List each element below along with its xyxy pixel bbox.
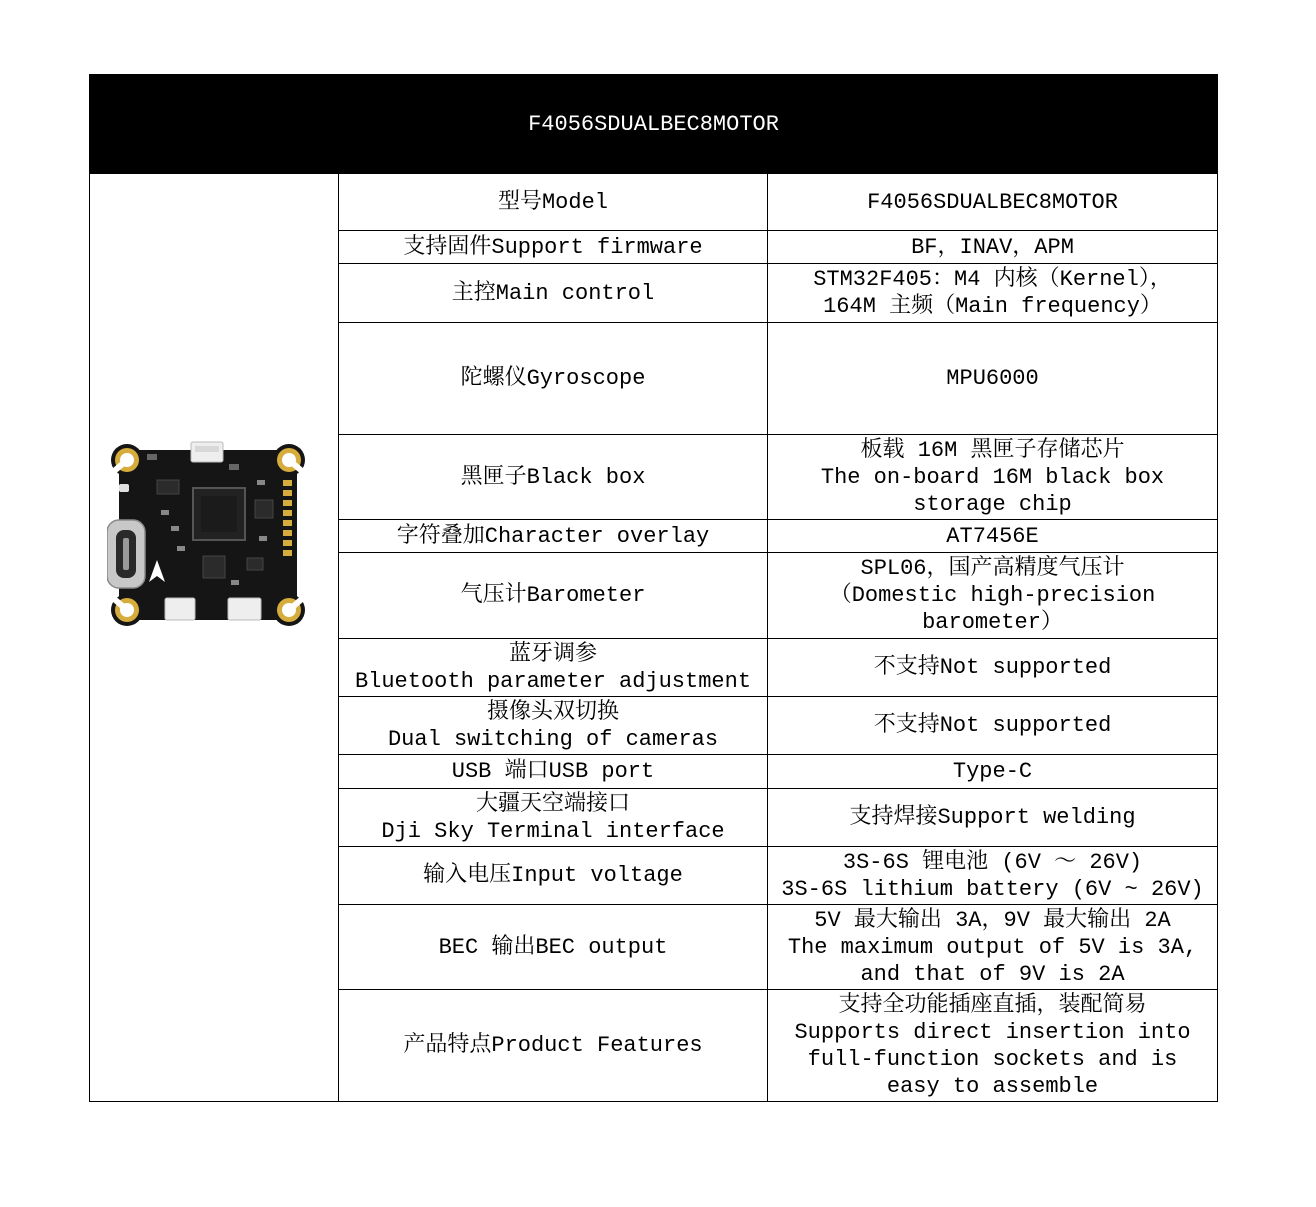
spec-value bbox=[768, 755, 1218, 789]
value-line: Type-C bbox=[952, 759, 1033, 784]
label-line: 产品特点Product Features bbox=[403, 1033, 703, 1058]
value-line: full-function sockets and is bbox=[807, 1046, 1178, 1072]
label-line: Bluetooth parameter adjustment bbox=[354, 668, 752, 694]
value-line: 3S-6S lithium battery (6V ~ 26V) bbox=[781, 876, 1204, 902]
spec-label bbox=[339, 905, 768, 990]
label-line: 支持固件Support firmware bbox=[403, 234, 703, 260]
spec-label bbox=[339, 323, 768, 435]
label-line: 陀螺仪Gyroscope bbox=[460, 366, 646, 391]
flight-controller-board-image bbox=[107, 440, 309, 630]
spec-value bbox=[768, 697, 1218, 755]
label-line: 型号Model bbox=[497, 189, 608, 215]
product-image-cell bbox=[90, 174, 339, 1102]
spec-value bbox=[768, 435, 1218, 520]
value-line: 3S-6S 锂电池 (6V ～ 26V) bbox=[842, 849, 1143, 875]
label-line: Dual switching of cameras bbox=[387, 726, 719, 752]
spec-label bbox=[339, 755, 768, 789]
value-line: 板载 16M 黑匣子存储芯片 bbox=[860, 437, 1125, 463]
value-line: SPL06，国产高精度气压计 bbox=[860, 556, 1125, 581]
label-line: 黑匣子Black box bbox=[460, 464, 646, 490]
spec-value bbox=[768, 990, 1218, 1102]
value-line: 164M 主频（Main frequency） bbox=[823, 294, 1162, 319]
spec-label bbox=[339, 174, 768, 231]
spec-label bbox=[339, 990, 768, 1102]
value-line: （Domestic high-precision bbox=[829, 583, 1156, 608]
spec-value bbox=[768, 639, 1218, 697]
label-line: 输入电压Input voltage bbox=[423, 863, 683, 888]
value-line: storage chip bbox=[913, 491, 1072, 517]
label-line: 大疆天空端接口 bbox=[475, 791, 630, 817]
spec-value bbox=[768, 174, 1218, 231]
value-line: F4056SDUALBEC8MOTOR bbox=[867, 189, 1118, 215]
spec-value bbox=[768, 323, 1218, 435]
spec-value bbox=[768, 905, 1218, 990]
value-line: The on-board 16M black box bbox=[820, 464, 1165, 490]
spec-table bbox=[89, 74, 1218, 1102]
label-line: Dji Sky Terminal interface bbox=[381, 818, 725, 844]
spec-label bbox=[339, 639, 768, 697]
value-line: MPU6000 bbox=[946, 366, 1039, 391]
spec-label bbox=[339, 231, 768, 264]
value-line: AT7456E bbox=[946, 523, 1039, 549]
spec-label bbox=[339, 553, 768, 639]
value-line: 支持焊接Support welding bbox=[849, 805, 1136, 830]
spec-row-model bbox=[90, 174, 1218, 231]
spec-value bbox=[768, 520, 1218, 553]
value-line: Supports direct insertion into bbox=[794, 1019, 1191, 1045]
value-line: BF，INAV，APM bbox=[911, 234, 1074, 260]
label-line: 摄像头双切换 bbox=[486, 699, 619, 725]
value-line: 不支持Not supported bbox=[873, 655, 1112, 680]
spec-label bbox=[339, 789, 768, 847]
value-line: easy to assemble bbox=[886, 1073, 1099, 1099]
spec-label bbox=[339, 847, 768, 905]
value-line: barometer） bbox=[922, 610, 1063, 635]
label-line: 字符叠加Character overlay bbox=[396, 523, 710, 549]
spec-value bbox=[768, 553, 1218, 639]
value-line: and that of 9V is 2A bbox=[860, 961, 1125, 987]
spec-label bbox=[339, 697, 768, 755]
label-line: 蓝牙调参 bbox=[508, 641, 597, 667]
label-line: USB 端口USB port bbox=[451, 759, 655, 784]
spec-value bbox=[768, 847, 1218, 905]
value-line: 不支持Not supported bbox=[873, 713, 1112, 738]
value-line: 支持全功能插座直插，装配简易 bbox=[838, 992, 1147, 1018]
value-line: 5V 最大输出 3A，9V 最大输出 2A bbox=[814, 907, 1171, 933]
spec-value bbox=[768, 264, 1218, 323]
label-line: 主控Main control bbox=[451, 280, 655, 306]
spec-label bbox=[339, 520, 768, 553]
label-line: 气压计Barometer bbox=[460, 583, 646, 608]
spec-label bbox=[339, 435, 768, 520]
spec-value bbox=[768, 789, 1218, 847]
label-line: BEC 输出BEC output bbox=[438, 934, 668, 960]
value-line: STM32F405：M4 内核（Kernel）， bbox=[813, 267, 1172, 292]
spec-value bbox=[768, 231, 1218, 264]
value-line: The maximum output of 5V is 3A, bbox=[787, 934, 1198, 960]
spec-label bbox=[339, 264, 768, 323]
product-title: F4056SDUALBEC8MOTOR bbox=[90, 75, 1218, 174]
